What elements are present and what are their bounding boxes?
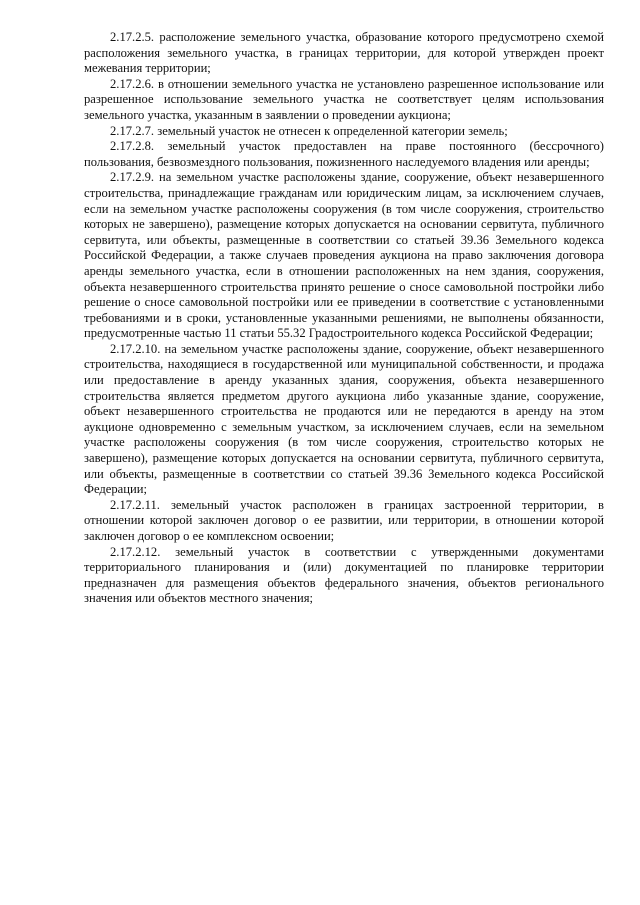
paragraph-text: земельный участок предоставлен на праве постоянного (бессрочного) пользования, безвозмездного пользования, пожизненного наследуемого владения или аренды;: [84, 139, 604, 169]
paragraph-number: 2.17.2.12.: [110, 544, 161, 559]
paragraph-number: 2.17.2.5.: [110, 30, 155, 44]
paragraph-2-17-2-8: [84, 139, 604, 170]
paragraph-number: 2.17.2.11.: [110, 497, 160, 512]
paragraph-text: земельный участок расположен в границах застроенной территории, в отношении которой заключен договор о ее развитии, или территории, в отношении которой заключен договор о ее комплексном освоении;: [84, 497, 604, 543]
paragraph-2-17-2-10: [84, 342, 604, 498]
paragraph-text: на земельном участке расположены здание, сооружение, объект незавершенного строительства, принадлежащие гражданам или юридическим лицам, за исключением случаев, если на земельном участке расположены сооружения (в том числе сооружения, строительство которых не завершено), размещение которых допускается на основании сервитута, публичного сервитута, или объекты, размещенные в соответствии со статьей 39.36 Земельного кодекса Российской Федерации, а также случаев проведения аукциона на право заключения договора аренды земельного участка, если в отношении расположенных на нем здания, сооружения, объекта незавершенного строительства принято решение о сносе самовольной постройки либо решение о сносе самовольной постройки или ее приведении в соответствие с установленными требованиями и в сроки, установленные указанными решениями, не выполнены обязанности, предусмотренные частью 11 статьи 55.32 Градостроительного кодекса Российской Федерации;: [84, 170, 604, 341]
paragraph-number: 2.17.2.9.: [110, 170, 155, 185]
paragraph-2-17-2-5: [84, 30, 604, 77]
paragraph-number: 2.17.2.10.: [110, 341, 161, 356]
document-page: [84, 30, 604, 607]
paragraph-number: 2.17.2.7.: [110, 123, 155, 138]
paragraph-text: на земельном участке расположены здание, сооружение, объект незавершенного строительства, находящиеся в государственной или муниципальной собственности, и продажа или предоставление в аренду указанных здания, сооружения, объекта незавершенного строительства является предметом другого аукциона либо указанные здание, сооружение, объект незавершенного строительства не продаются или не передаются в аренду на этом аукционе одновременно с земельным участком, за исключением случаев, если на земельном участке расположены сооружения (в том числе сооружения, строительство которых не завершено), размещение которых допускается на основании сервитута, публичного сервитута, или объекты, размещенные в соответствии со статьей 39.36 Земельного кодекса Российской Федерации;: [84, 341, 604, 497]
paragraph-2-17-2-9: [84, 170, 604, 342]
paragraph-text: расположение земельного участка, образование которого предусмотрено схемой расположения земельного участка, в границах территории, для которой утвержден проект межевания территории;: [84, 30, 604, 76]
paragraph-number: 2.17.2.8.: [110, 139, 155, 154]
paragraph-2-17-2-7: [84, 124, 604, 140]
paragraph-2-17-2-12: [84, 545, 604, 607]
paragraph-2-17-2-11: [84, 498, 604, 545]
paragraph-2-17-2-6: [84, 77, 604, 124]
paragraph-number: 2.17.2.6.: [110, 76, 155, 91]
paragraph-text: земельный участок не отнесен к определенной категории земель;: [157, 123, 508, 138]
paragraph-text: в отношении земельного участка не установлено разрешенное использование или разрешенное использование земельного участка не соответствует целям использования земельного участка, указанным в заявлении о проведении аукциона;: [84, 76, 604, 122]
paragraph-text: земельный участок в соответствии с утвержденными документами территориального планирования и (или) документацией по планировке территории предназначен для размещения объектов федерального значения, объектов регионального значения или объектов местного значения;: [84, 544, 604, 606]
